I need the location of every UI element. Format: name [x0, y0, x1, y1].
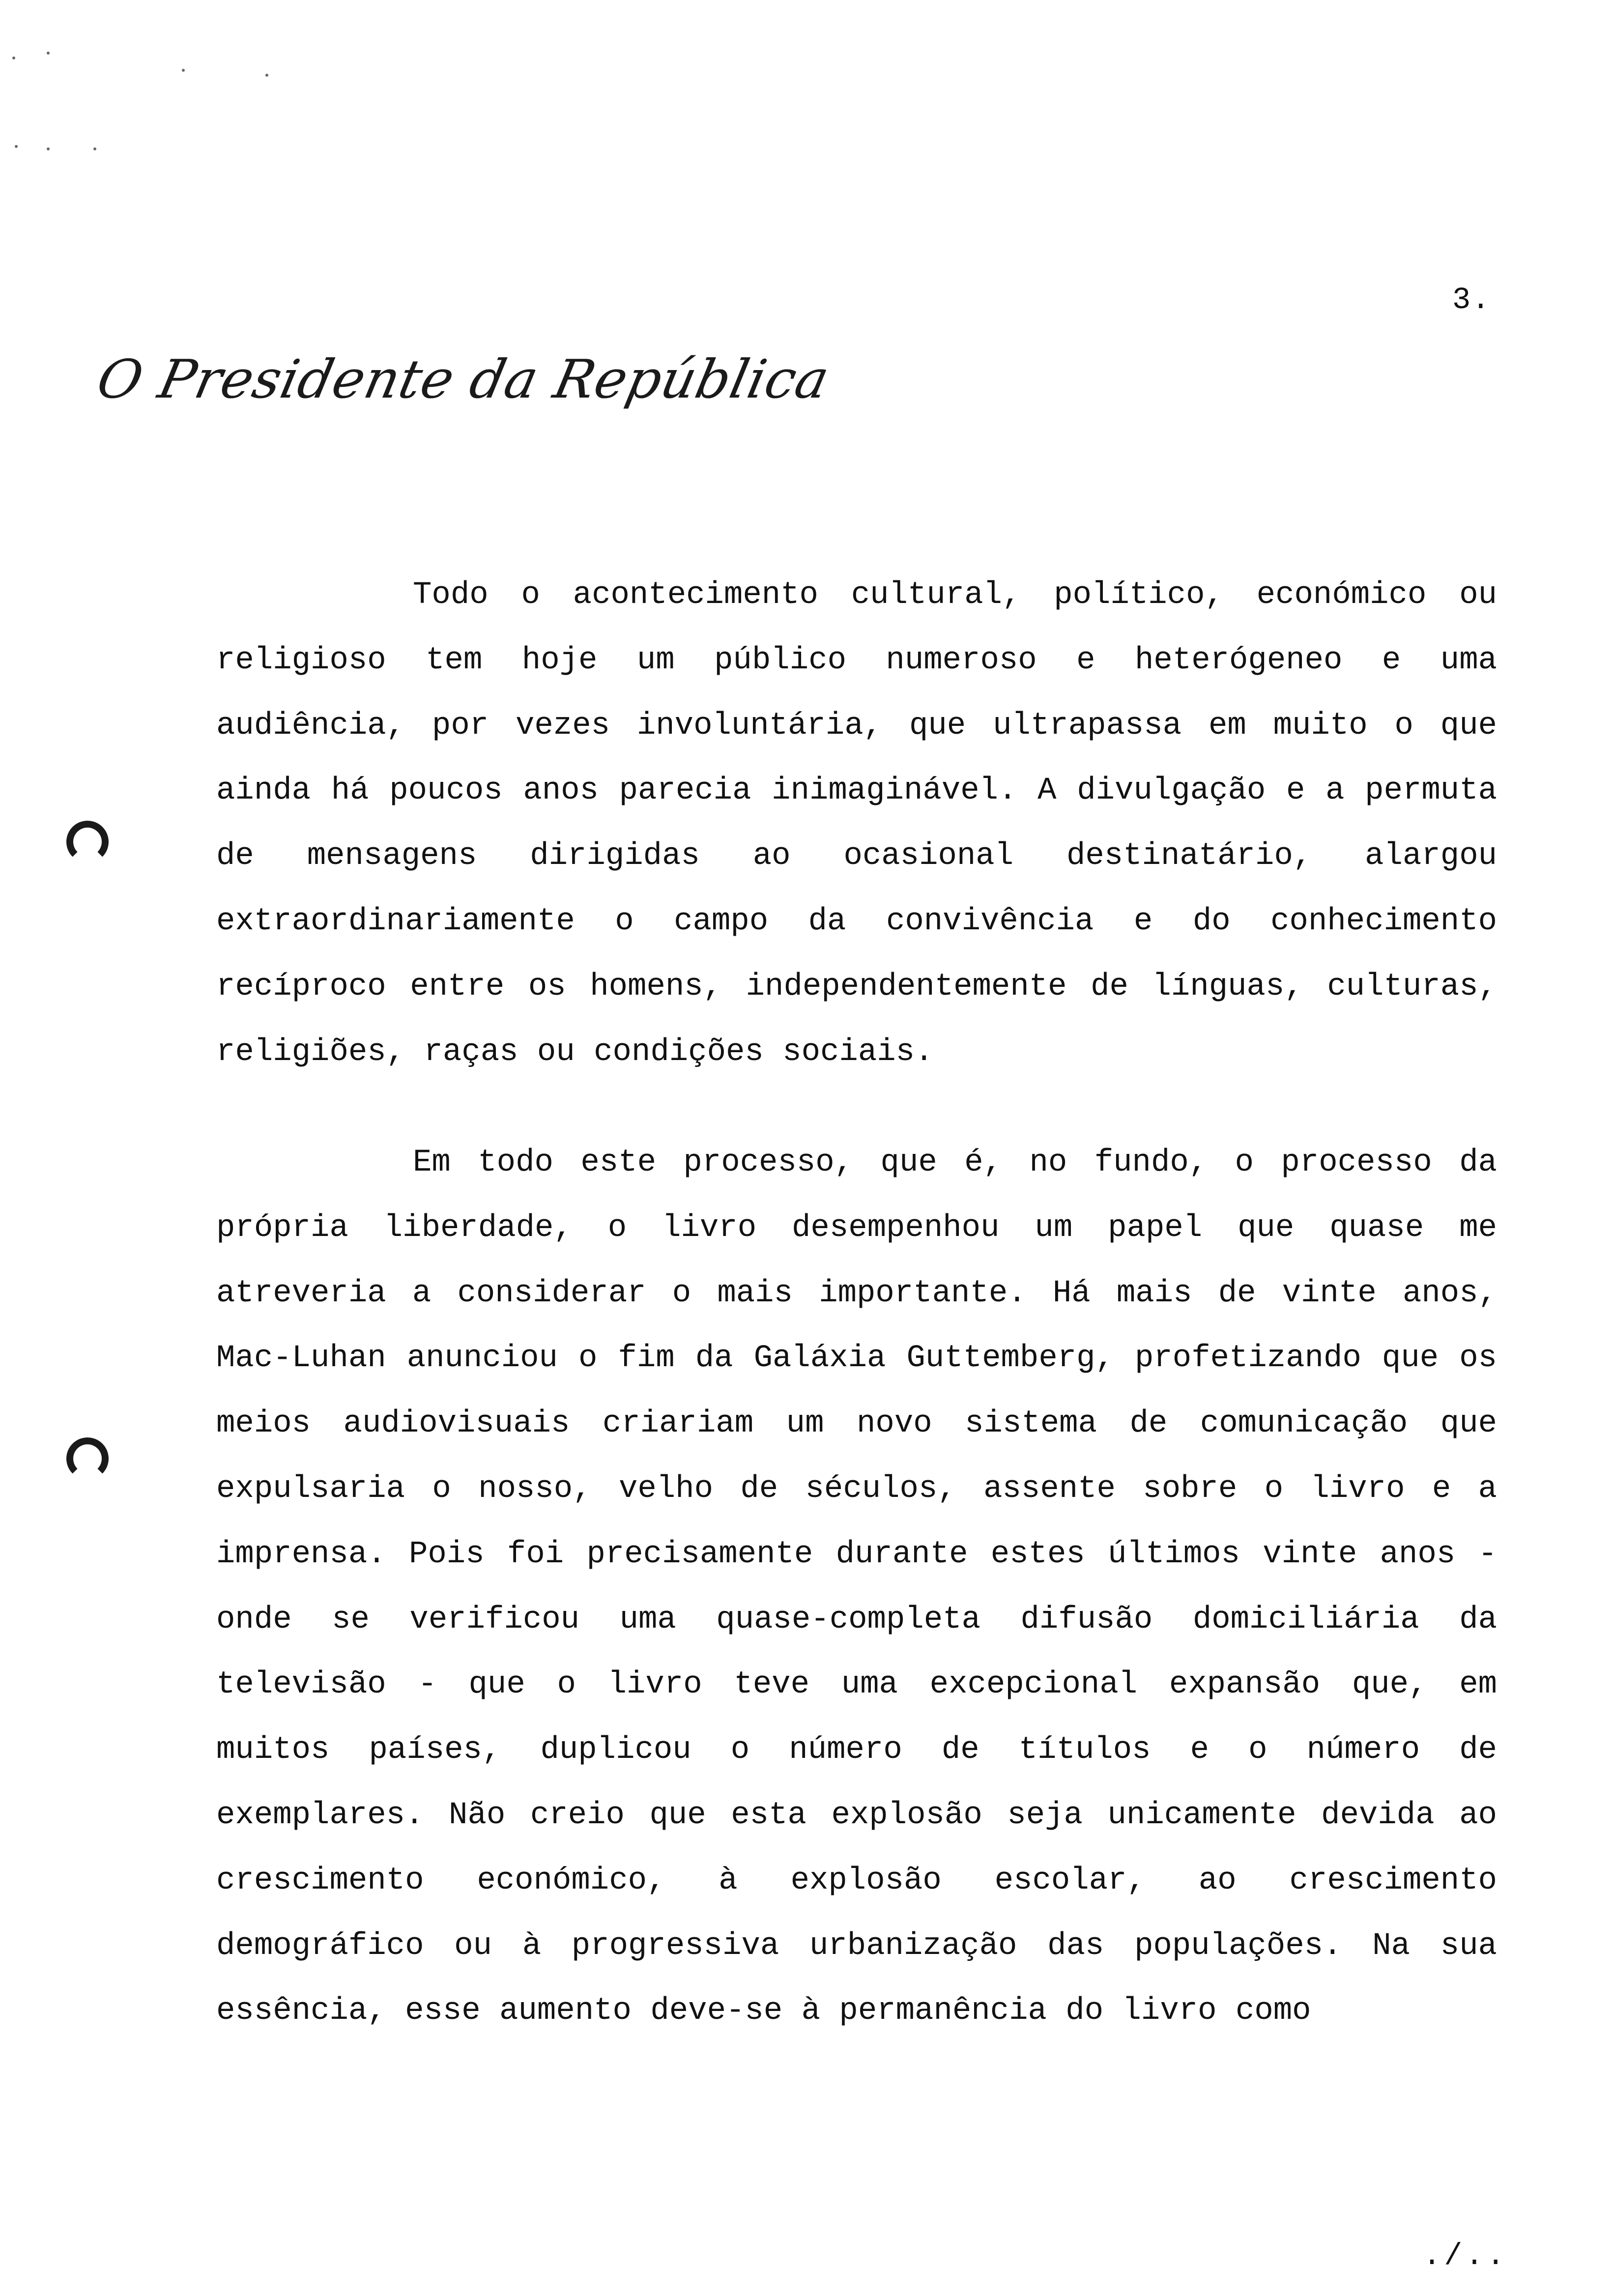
- continuation-mark: ./..: [1423, 2239, 1508, 2273]
- punch-hole: [66, 821, 109, 863]
- scan-speck: [15, 145, 18, 148]
- scan-speck: [93, 147, 96, 150]
- letterhead-title: O Presidente da República: [91, 349, 835, 410]
- scan-speck: [265, 74, 268, 77]
- scan-speck: [47, 52, 50, 55]
- page-number: 3.: [1452, 283, 1491, 317]
- scan-speck: [47, 147, 50, 150]
- scan-speck: [12, 57, 15, 59]
- scan-speck: [182, 69, 185, 72]
- punch-hole: [66, 1437, 109, 1480]
- body-paragraph: Todo o acontecimento cultural, político, económico ou religioso tem hoje um público numeroso e heterógeneo e uma audiência, por vezes involuntária, que ultrapassa em muito o que ainda há poucos anos parecia inimaginável. A divulgação e a permuta de mensagens dirigidas ao ocasional destinatário, alargou extraordinariamente o campo da convivência e do conhecimento recíproco entre os homens, independentemente de línguas, culturas, religiões, raças ou condições sociais.: [216, 577, 1497, 1070]
- body-paragraph: Em todo este processo, que é, no fundo, o processo da própria liberdade, o livro desempenhou um papel que quase me atreveria a considerar o mais importante. Há mais de vinte anos, Mac-Luhan anunciou o fim da Galáxia Guttemberg, profetizando que os meios audiovisuais criariam um novo sistema de comunicação que expulsaria o nosso, velho de séculos, assente sobre o livro e a imprensa. Pois foi precisamente durante estes últimos vinte anos - onde se verificou uma quase-completa difusão domiciliária da televisão - que o livro teve uma excepcional expansão que, em muitos países, duplicou o número de títulos e o número de exemplares. Não creio que esta explosão seja unicamente devida ao crescimento económico, à explosão escolar, ao crescimento demográfico ou à progressiva urbanização das populações. Na sua essência, esse aumento deve-se à permanência do livro como: [216, 1145, 1497, 2029]
